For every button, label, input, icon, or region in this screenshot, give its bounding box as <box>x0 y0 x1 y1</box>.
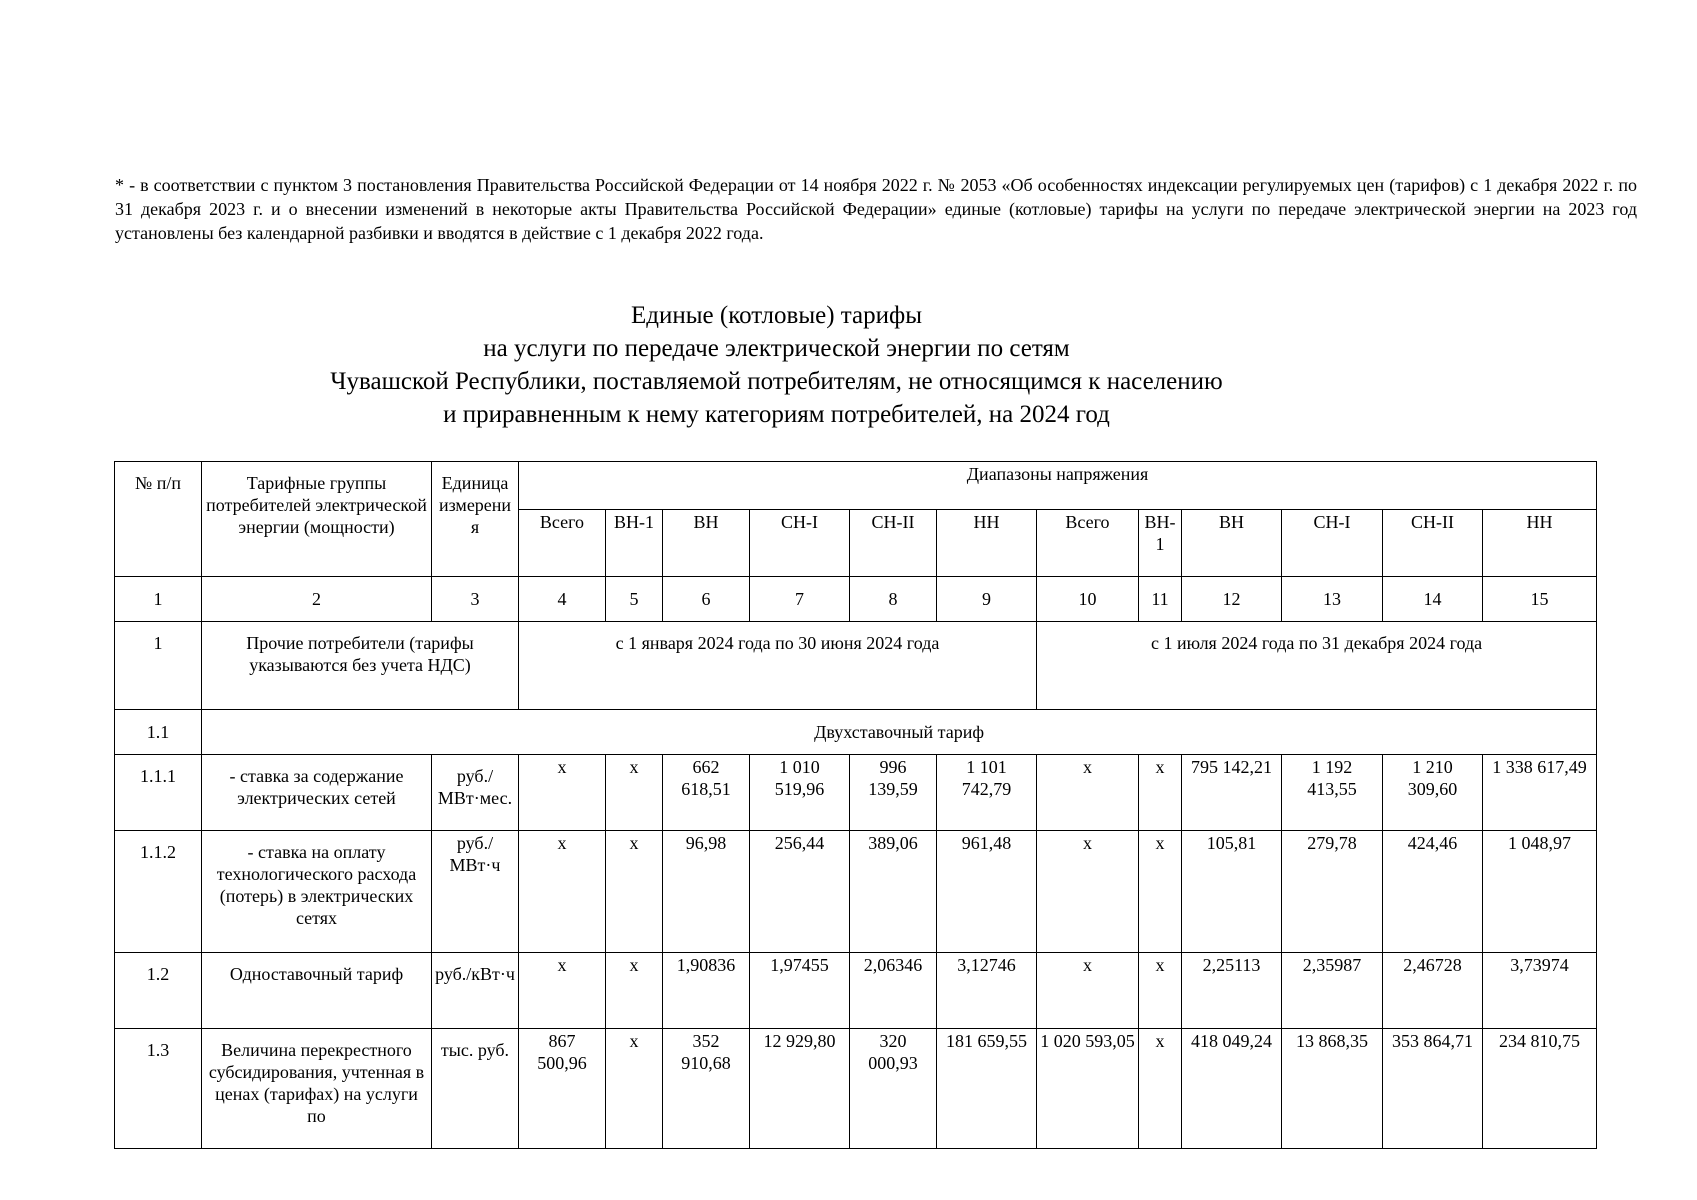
row-name: - ставка за содержание электрических сетей <box>202 755 432 831</box>
table-row <box>115 953 1597 1029</box>
column-number: 2 <box>202 577 432 622</box>
header-sub-cell: Всего <box>1037 510 1139 577</box>
value-cell: 1,97455 <box>750 953 850 1029</box>
table-row <box>115 1029 1597 1149</box>
header-voltage-ranges: Диапазоны напряжения <box>519 462 1597 510</box>
section-name: Двухставочный тариф <box>202 710 1597 755</box>
header-sub-cell: ВН <box>1182 510 1282 577</box>
title-line-3: Чувашской Республики, поставляемой потребителям, не относящимся к населению <box>330 368 1223 395</box>
value-cell: 1 338 617,49 <box>1483 755 1597 831</box>
value-cell: 12 929,80 <box>750 1029 850 1149</box>
column-number: 8 <box>850 577 937 622</box>
header-unit: Единица измерения <box>432 462 519 577</box>
row-name: Величина перекрестного субсидирования, учтенная в ценах (тарифах) на услуги по <box>202 1029 432 1149</box>
header-sub-cell: НН <box>1483 510 1597 577</box>
row-no: 1.2 <box>115 953 202 1029</box>
value-cell: 1 010 519,96 <box>750 755 850 831</box>
header-sub-cell: СН-II <box>1383 510 1483 577</box>
value-cell: х <box>606 953 663 1029</box>
value-cell: 1 020 593,05 <box>1037 1029 1139 1149</box>
row-no: 1.1.1 <box>115 755 202 831</box>
tariff-table <box>114 461 1597 1149</box>
value-cell: 389,06 <box>850 831 937 953</box>
column-number: 10 <box>1037 577 1139 622</box>
column-number: 7 <box>750 577 850 622</box>
title-line-2: на услуги по передаче электрической энергии по сетям <box>483 335 1070 362</box>
value-cell: х <box>519 755 606 831</box>
value-cell: х <box>606 831 663 953</box>
column-number: 3 <box>432 577 519 622</box>
row-no: 1.3 <box>115 1029 202 1149</box>
column-number: 13 <box>1282 577 1383 622</box>
value-cell: х <box>1037 953 1139 1029</box>
period-first-half: с 1 января 2024 года по 30 июня 2024 года <box>519 622 1037 710</box>
header-sub-cell: ВН-1 <box>1139 510 1182 577</box>
value-cell: х <box>1139 755 1182 831</box>
section-no: 1 <box>115 622 202 710</box>
value-cell: 424,46 <box>1383 831 1483 953</box>
row-unit: тыс. руб. <box>432 1029 519 1149</box>
row-unit: руб./МВт·ч <box>432 831 519 953</box>
value-cell: 1 210 309,60 <box>1383 755 1483 831</box>
value-cell: 279,78 <box>1282 831 1383 953</box>
value-cell: 2,25113 <box>1182 953 1282 1029</box>
value-cell: 996 139,59 <box>850 755 937 831</box>
value-cell: х <box>1037 831 1139 953</box>
footnote: * - в соответствии с пунктом 3 постановления Правительства Российской Федерации от 14 ноября 2022 г. № 2053 «Об особенностях индексации регулируемых цен (тарифов) с 1 декабря 2022 г. по 31 декабря 2023 г. и о внесении изменений в некоторые акты Правительства Российской Федерации» единые (котловые) тарифы на услуги по передаче электрической энергии на 2023 год установлены без календарной разбивки и вводятся в действие с 1 декабря 2022 года. <box>115 175 1637 243</box>
title-line-1: Единые (котловые) тарифы <box>630 302 922 329</box>
value-cell: 320 000,93 <box>850 1029 937 1149</box>
column-number: 14 <box>1383 577 1483 622</box>
value-cell: 1 048,97 <box>1483 831 1597 953</box>
value-cell: 181 659,55 <box>937 1029 1037 1149</box>
header-sub-cell: СН-I <box>1282 510 1383 577</box>
value-cell: 234 810,75 <box>1483 1029 1597 1149</box>
header-tariff-groups: Тарифные группы потребителей электрической энергии (мощности) <box>202 462 432 577</box>
section-no: 1.1 <box>115 710 202 755</box>
header-row <box>115 462 1597 510</box>
document-title <box>115 299 1438 431</box>
row-no: 1.1.2 <box>115 831 202 953</box>
column-number: 11 <box>1139 577 1182 622</box>
section-row-two-part-tariff <box>115 710 1597 755</box>
header-sub-cell: СН-II <box>850 510 937 577</box>
value-cell: 961,48 <box>937 831 1037 953</box>
value-cell: х <box>1139 1029 1182 1149</box>
value-cell: 352 910,68 <box>663 1029 750 1149</box>
section-name: Прочие потребители (тарифы указываются без учета НДС) <box>202 622 519 710</box>
value-cell: х <box>519 953 606 1029</box>
value-cell: 96,98 <box>663 831 750 953</box>
column-number: 5 <box>606 577 663 622</box>
column-number: 1 <box>115 577 202 622</box>
column-number: 12 <box>1182 577 1282 622</box>
value-cell: х <box>1139 953 1182 1029</box>
column-number: 15 <box>1483 577 1597 622</box>
column-number: 4 <box>519 577 606 622</box>
section-row-other-consumers <box>115 622 1597 710</box>
row-name: - ставка на оплату технологического расхода (потерь) в электрических сетях <box>202 831 432 953</box>
value-cell: 3,73974 <box>1483 953 1597 1029</box>
column-number: 9 <box>937 577 1037 622</box>
row-name: Одноставочный тариф <box>202 953 432 1029</box>
value-cell: 1,90836 <box>663 953 750 1029</box>
header-sub-cell: НН <box>937 510 1037 577</box>
value-cell: 2,46728 <box>1383 953 1483 1029</box>
value-cell: 353 864,71 <box>1383 1029 1483 1149</box>
value-cell: 2,06346 <box>850 953 937 1029</box>
value-cell: 3,12746 <box>937 953 1037 1029</box>
value-cell: 1 101 742,79 <box>937 755 1037 831</box>
header-sub-cell: Всего <box>519 510 606 577</box>
value-cell: 662 618,51 <box>663 755 750 831</box>
value-cell: х <box>1037 755 1139 831</box>
value-cell: х <box>606 755 663 831</box>
column-number: 6 <box>663 577 750 622</box>
header-sub-cell: СН-I <box>750 510 850 577</box>
value-cell: 867 500,96 <box>519 1029 606 1149</box>
value-cell: х <box>519 831 606 953</box>
table-row <box>115 831 1597 953</box>
value-cell: 256,44 <box>750 831 850 953</box>
table-row <box>115 755 1597 831</box>
value-cell: 795 142,21 <box>1182 755 1282 831</box>
row-unit: руб./МВт·мес. <box>432 755 519 831</box>
header-no: № п/п <box>115 462 202 577</box>
value-cell: 2,35987 <box>1282 953 1383 1029</box>
column-number-row <box>115 577 1597 622</box>
title-line-4: и приравненным к нему категориям потребителей, на 2024 год <box>443 401 1110 428</box>
header-sub-cell: ВН <box>663 510 750 577</box>
value-cell: 418 049,24 <box>1182 1029 1282 1149</box>
header-sub-cell: ВН-1 <box>606 510 663 577</box>
row-unit: руб./кВт·ч <box>432 953 519 1029</box>
value-cell: 13 868,35 <box>1282 1029 1383 1149</box>
period-second-half: с 1 июля 2024 года по 31 декабря 2024 года <box>1037 622 1597 710</box>
value-cell: х <box>1139 831 1182 953</box>
value-cell: х <box>606 1029 663 1149</box>
value-cell: 105,81 <box>1182 831 1282 953</box>
value-cell: 1 192 413,55 <box>1282 755 1383 831</box>
